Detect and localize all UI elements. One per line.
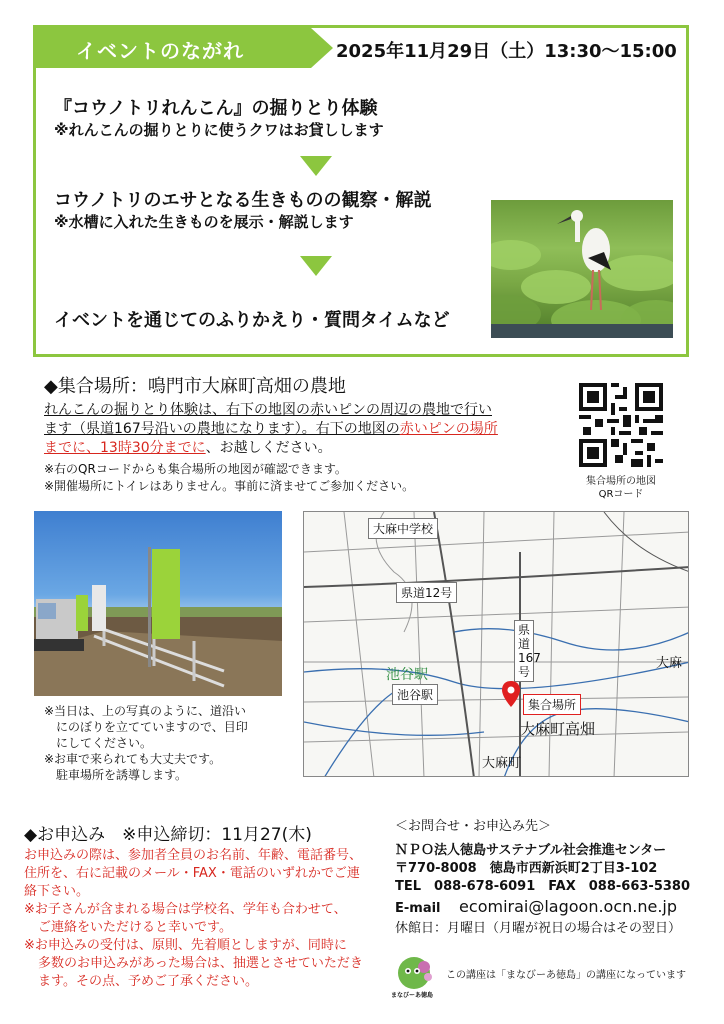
map-label-route167: 県道167号 [514,620,534,682]
contact-heading: ＜お問合せ・お申込み先＞ [395,819,552,834]
step-sub: ※れんこんの掘りとりに使うクワはお貸しします [54,121,384,139]
step-main: 『コウノトリれんこん』の掘りとり体験 [54,98,378,119]
step-main: イベントを通じてのふりかえり・質問タイムなど [54,310,450,331]
step-3 [54,310,450,332]
meeting-line: までに、13時30分までに、お越しください。 [44,440,332,456]
meeting-line: ます（県道167号沿いの農地になります）。右下の地図の赤いピンの場所 [44,421,498,437]
contact-address: 〒770-8008 徳島市西新浜町2丁目3-102 [395,861,658,876]
map-station-green: 池谷駅 [386,667,428,683]
photo-notes: ※当日は、上の写真のように、道沿い にのぼりを立てていますので、目印 にしてください。 ※お車で来られても大丈夫です。 駐車場所を誘導します。 [44,704,248,782]
meeting-description [44,401,554,458]
map-oasa: 大麻 [656,656,683,671]
red-pin-text: 赤いピンの場所 [399,421,498,437]
qr-code[interactable] [579,383,663,467]
step-2 [54,190,431,232]
meeting-line: れんこんの掘りとり体験は、右下の地図の赤いピンの周辺の農地で行い [44,402,492,418]
stork-icon [491,200,673,338]
qr-note: ※右のQRコードからも集合場所の地図が確認できます。 [44,462,347,476]
map-pin-icon[interactable] [501,680,521,708]
down-arrow-icon [300,156,332,176]
field-photo [34,511,282,696]
contact-closed-days: 休館日：月曜日（月曜が祝日の場合はその翌日） [395,921,682,936]
qr-caption: 集合場所の地図 QRコード [586,476,656,500]
contact-tel-fax: TEL 088-678-6091 FAX 088-663-5380 [395,879,690,894]
map[interactable] [303,511,689,777]
map-roads [304,512,689,777]
application-details: お申込みの際は、参加者全員のお名前、年齢、電話番号、 住所を、右に記載のメール・FAX・電話のいずれかでご連 絡下さい。 ※お子さんが含まれる場合は学校名、学年も合わせて、 ご連絡をいただけると幸いです。 ※お申込みの受付は、原則、先着順としますが、同時に 多数のお申込みがあった場合は、抽選とさせていただき ます。その点、予めご了承ください。 [24,848,363,989]
stork-photo [491,200,673,338]
down-arrow-icon [300,256,332,276]
time-text: 13時30分までに [100,440,206,456]
contact-org: ＮＰＯ法人徳島サステナブル社会推進センター [395,843,667,858]
event-date: 2025年11月29日（土）13:30〜15:00 [336,41,677,62]
logo-caption: まなびーあ徳島 [391,992,434,999]
meeting-title: ◆集合場所：鳴門市大麻町高畑の農地 [44,376,346,397]
event-flow-box [33,25,689,357]
step-main: コウノトリのエサとなる生きものの観察・解説 [54,190,432,211]
contact-email[interactable]: ecomirai@lagoon.ocn.ne.jp [459,897,678,916]
map-label-meeting: 集合場所 [523,694,581,715]
application-title: ◆お申込み ※申込締切：11月27(木) [24,825,312,845]
flow-title: イベントのながれ [76,39,244,63]
map-label-school: 大麻中学校 [368,518,438,539]
flow-header-arrow [311,28,333,68]
toilet-note: ※開催場所にトイレはありません。事前に済ませてご参加ください。 [44,479,415,493]
step-sub: ※水槽に入れた生きものを展示・解説します [54,213,354,231]
map-town-name: 大麻町 [482,756,522,771]
step-1 [54,98,384,140]
map-label-station: 池谷駅 [392,684,438,705]
footer-note: この講座は「まなびーあ徳島」の講座になっています [446,970,686,981]
map-label-route12: 県道12号 [396,582,457,603]
map-area-name: 大麻町高畑 [520,720,596,738]
contact-email-row: E-mail ecomirai@lagoon.ocn.ne.jp [395,897,678,916]
